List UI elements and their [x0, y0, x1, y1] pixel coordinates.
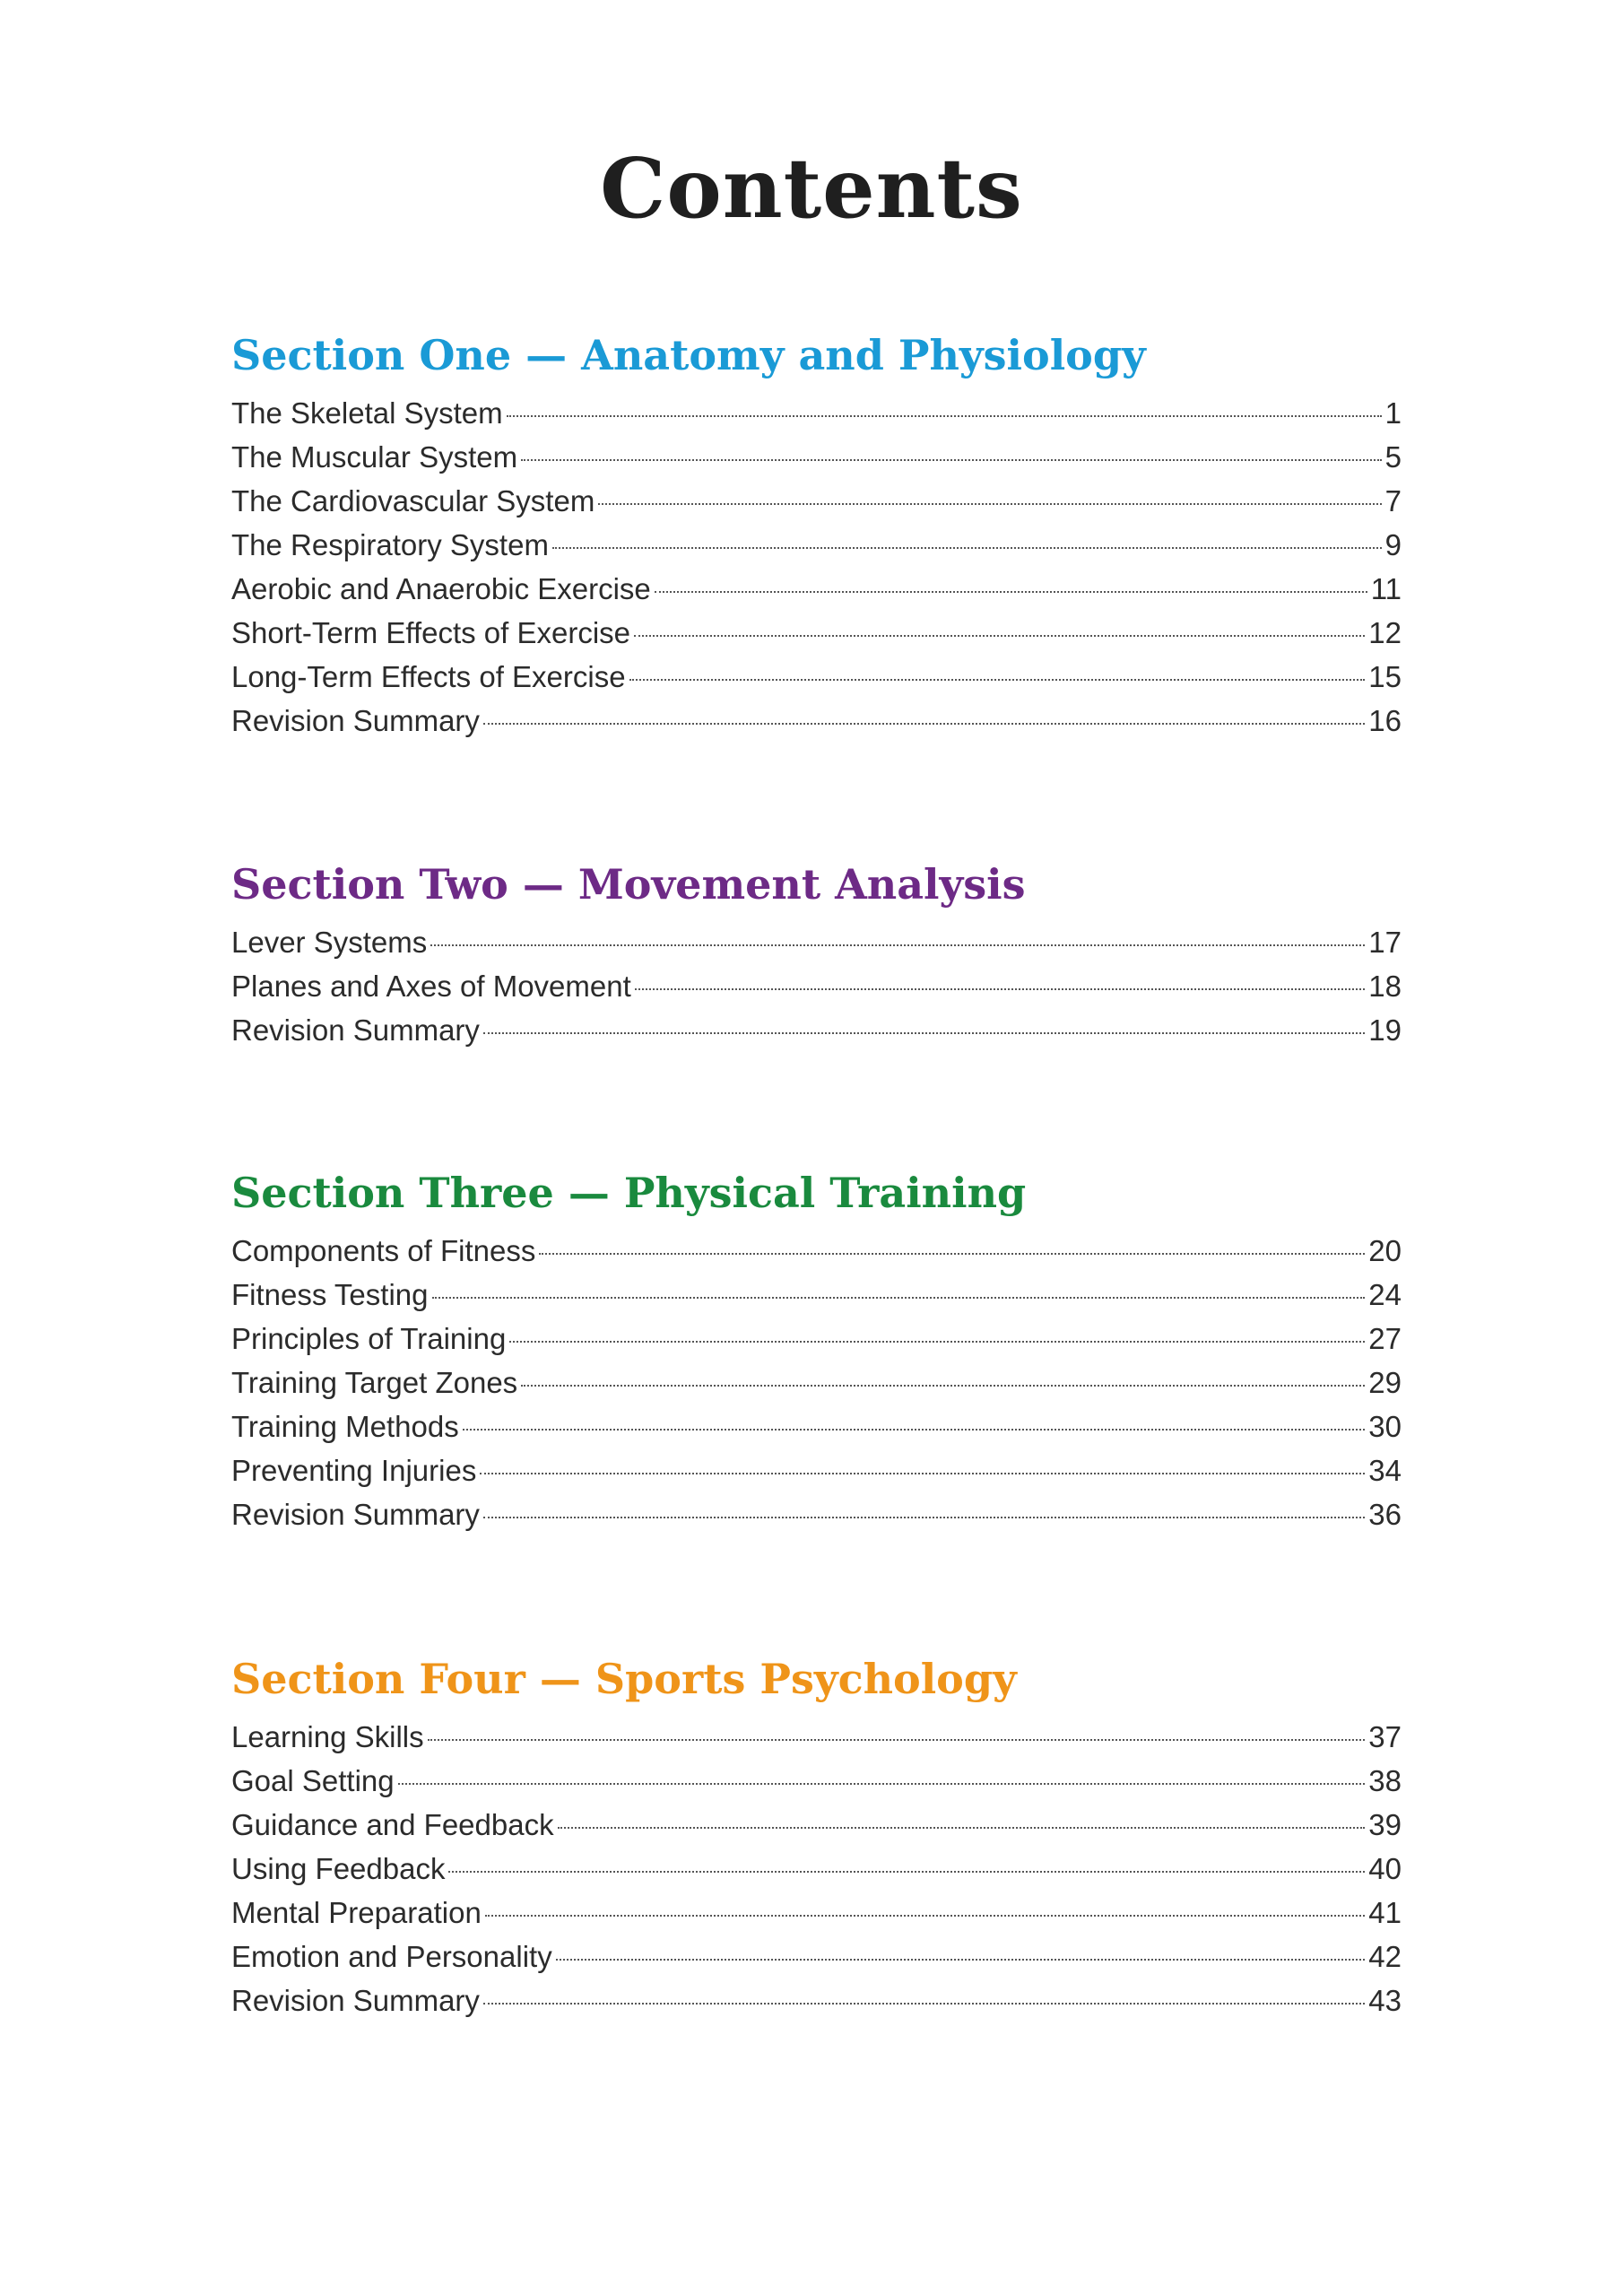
section-heading: Section One — Anatomy and Physiology — [231, 331, 1146, 379]
toc-list — [231, 1234, 1402, 1542]
toc-entry[interactable] — [231, 528, 1402, 572]
toc-page-number: 27 — [1368, 1322, 1402, 1355]
dot-leader — [521, 1385, 1365, 1387]
dot-leader — [556, 1959, 1366, 1961]
toc-entry-title: Components of Fitness — [231, 1234, 536, 1267]
toc-page-number: 39 — [1368, 1808, 1402, 1841]
dot-leader — [483, 1517, 1365, 1518]
section-three — [231, 1168, 1402, 1542]
section-four — [231, 1654, 1402, 2028]
toc-page-number: 36 — [1368, 1498, 1402, 1531]
toc-entry-title: Training Methods — [231, 1410, 459, 1443]
toc-entry[interactable] — [231, 970, 1402, 1013]
toc-entry-title: Mental Preparation — [231, 1896, 482, 1929]
toc-entry[interactable] — [231, 704, 1402, 748]
dot-leader — [509, 1341, 1365, 1343]
toc-page-number: 18 — [1368, 970, 1402, 1003]
toc-entry-title: Principles of Training — [231, 1322, 507, 1355]
toc-entry-title: The Cardiovascular System — [231, 484, 595, 517]
toc-entry[interactable] — [231, 1984, 1402, 2028]
toc-entry-title: Guidance and Feedback — [231, 1808, 554, 1841]
toc-entry[interactable] — [231, 396, 1402, 440]
dot-leader — [635, 988, 1366, 990]
toc-entry-title: Lever Systems — [231, 926, 428, 959]
page-title: Contents — [600, 140, 1023, 237]
toc-entry-title: The Skeletal System — [231, 396, 503, 430]
toc-page-number: 34 — [1368, 1454, 1402, 1487]
dot-leader — [539, 1253, 1365, 1255]
toc-entry-title: Revision Summary — [231, 1984, 480, 2017]
toc-entry[interactable] — [231, 484, 1402, 528]
toc-list — [231, 926, 1402, 1057]
toc-entry-title: Fitness Testing — [231, 1278, 429, 1311]
toc-entry[interactable] — [231, 1234, 1402, 1278]
section-heading: Section Three — Physical Training — [231, 1169, 1027, 1217]
dot-leader — [448, 1871, 1365, 1873]
dot-leader — [483, 2003, 1365, 2005]
toc-page-number: 40 — [1368, 1852, 1402, 1885]
toc-page-number: 29 — [1368, 1366, 1402, 1399]
toc-entry-title: Short-Term Effects of Exercise — [231, 616, 631, 649]
dot-leader — [398, 1783, 1366, 1785]
dot-leader — [483, 723, 1365, 725]
dot-leader — [598, 503, 1381, 505]
dot-leader — [480, 1473, 1365, 1474]
toc-page-number: 43 — [1368, 1984, 1402, 2017]
dot-leader — [558, 1827, 1366, 1829]
toc-page-number: 1 — [1384, 396, 1402, 430]
toc-entry[interactable] — [231, 1410, 1402, 1454]
toc-entry-title: Learning Skills — [231, 1720, 424, 1753]
dot-leader — [485, 1915, 1365, 1917]
dot-leader — [507, 415, 1382, 417]
toc-entry[interactable] — [231, 1764, 1402, 1808]
toc-page-number: 16 — [1368, 704, 1402, 737]
toc-entry-title: Preventing Injuries — [231, 1454, 477, 1487]
toc-entry[interactable] — [231, 1454, 1402, 1498]
toc-page-number: 7 — [1384, 484, 1402, 517]
toc-entry-title: Emotion and Personality — [231, 1940, 552, 1973]
toc-entry-title: Aerobic and Anaerobic Exercise — [231, 572, 651, 605]
dot-leader — [430, 944, 1365, 946]
toc-entry-title: Using Feedback — [231, 1852, 446, 1885]
dot-leader — [629, 679, 1366, 681]
toc-entry-title: Goal Setting — [231, 1764, 395, 1797]
dot-leader — [655, 591, 1367, 593]
toc-page-number: 19 — [1368, 1013, 1402, 1047]
section-heading: Section Four — Sports Psychology — [231, 1655, 1017, 1703]
toc-entry[interactable] — [231, 1940, 1402, 1984]
toc-entry-title: Planes and Axes of Movement — [231, 970, 631, 1003]
toc-page-number: 17 — [1368, 926, 1402, 959]
toc-entry-title: The Respiratory System — [231, 528, 549, 561]
toc-entry[interactable] — [231, 1852, 1402, 1896]
toc-page-number: 37 — [1368, 1720, 1402, 1753]
toc-entry[interactable] — [231, 1013, 1402, 1057]
toc-entry[interactable] — [231, 1808, 1402, 1852]
toc-page-number: 24 — [1368, 1278, 1402, 1311]
toc-page-number: 42 — [1368, 1940, 1402, 1973]
dot-leader — [463, 1429, 1366, 1431]
toc-entry[interactable] — [231, 1278, 1402, 1322]
dot-leader — [634, 635, 1365, 637]
toc-page-number: 38 — [1368, 1764, 1402, 1797]
dot-leader — [552, 547, 1382, 549]
toc-entry[interactable] — [231, 1366, 1402, 1410]
section-one — [231, 330, 1402, 748]
toc-entry[interactable] — [231, 1720, 1402, 1764]
dot-leader — [483, 1032, 1365, 1034]
section-two — [231, 859, 1402, 1057]
toc-page-number: 41 — [1368, 1896, 1402, 1929]
toc-page-number: 9 — [1384, 528, 1402, 561]
dot-leader — [432, 1297, 1366, 1299]
toc-list — [231, 396, 1402, 748]
toc-entry[interactable] — [231, 1896, 1402, 1940]
toc-entry-title: Long-Term Effects of Exercise — [231, 660, 626, 693]
toc-entry-title: Revision Summary — [231, 704, 480, 737]
toc-page-number: 11 — [1370, 572, 1402, 605]
section-heading: Section Two — Movement Analysis — [231, 860, 1026, 909]
dot-leader — [521, 459, 1382, 461]
toc-entry[interactable] — [231, 1322, 1402, 1366]
toc-entry[interactable] — [231, 616, 1402, 660]
toc-entry-title: Revision Summary — [231, 1013, 480, 1047]
toc-page-number: 20 — [1368, 1234, 1402, 1267]
toc-page-number: 30 — [1368, 1410, 1402, 1443]
toc-entry[interactable] — [231, 572, 1402, 616]
dot-leader — [428, 1739, 1366, 1741]
toc-page-number: 5 — [1384, 440, 1402, 474]
toc-entry[interactable] — [231, 440, 1402, 484]
toc-entry-title: Revision Summary — [231, 1498, 480, 1531]
toc-entry-title: Training Target Zones — [231, 1366, 518, 1399]
toc-entry-title: The Muscular System — [231, 440, 518, 474]
toc-entry[interactable] — [231, 926, 1402, 970]
toc-entry[interactable] — [231, 1498, 1402, 1542]
toc-page-number: 12 — [1368, 616, 1402, 649]
toc-page-number: 15 — [1368, 660, 1402, 693]
toc-entry[interactable] — [231, 660, 1402, 704]
toc-list — [231, 1720, 1402, 2028]
